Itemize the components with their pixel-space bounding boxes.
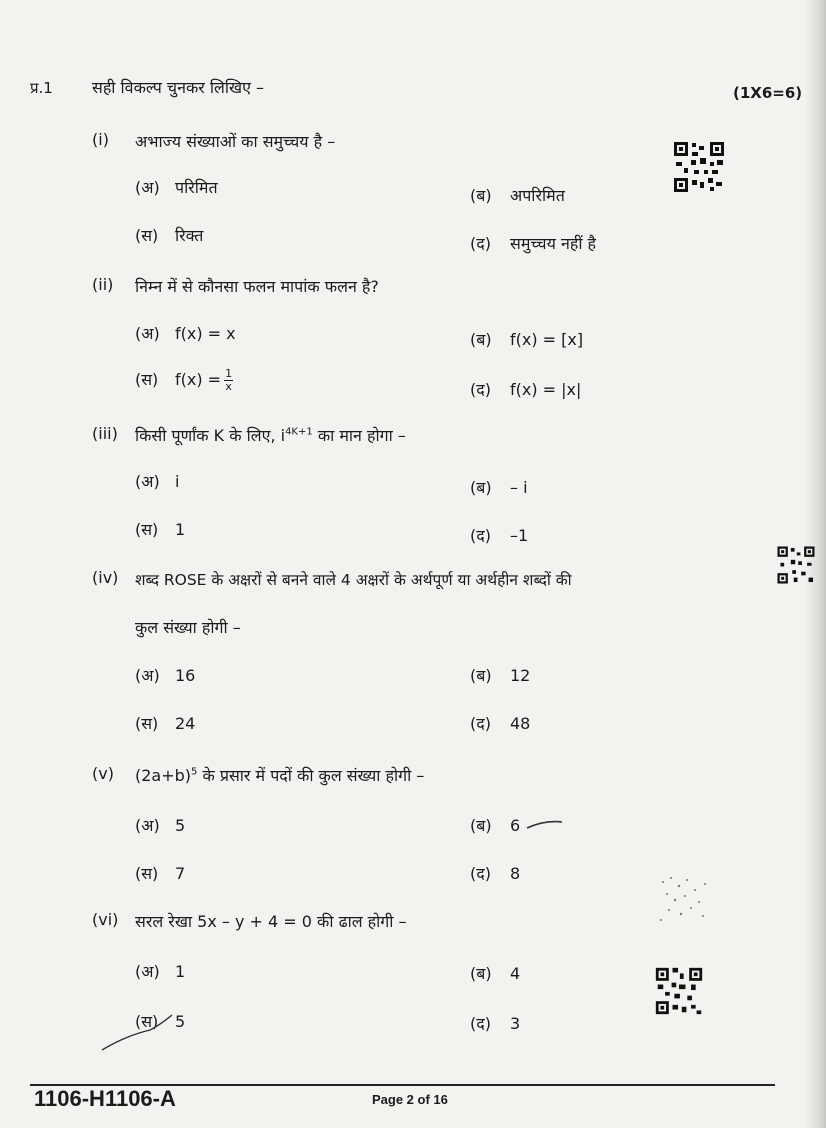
option-text: 4 xyxy=(510,964,521,983)
page-number: Page 2 of 16 xyxy=(372,1092,448,1107)
option-label: (स) xyxy=(135,520,159,539)
instruction-text: सही विकल्प चुनकर लिखिए – xyxy=(92,78,265,97)
option-label: (ब) xyxy=(470,330,492,349)
option-text: समुच्चय नहीं है xyxy=(510,234,597,253)
question-6-text: सरल रेखा 5x – y + 4 = 0 की ढाल होगी – xyxy=(135,912,407,931)
option-text: 8 xyxy=(510,864,521,883)
option-text: i xyxy=(175,472,180,491)
option-label: (अ) xyxy=(135,324,160,343)
option-label: (अ) xyxy=(135,178,160,197)
option-label: (ब) xyxy=(470,964,492,983)
option-text: –1 xyxy=(510,526,529,545)
question-1-text: अभाज्य संख्याओं का समुच्चय है – xyxy=(135,132,336,151)
question-number: प्र.1 xyxy=(30,79,53,97)
q3-superscript: 4K+1 xyxy=(285,426,313,438)
q3-text-after: का मान होगा – xyxy=(312,426,406,445)
option-text: 16 xyxy=(175,666,196,685)
option-label: (स) xyxy=(135,226,159,245)
question-2-number: (ii) xyxy=(92,275,114,294)
qr-code-icon xyxy=(672,140,726,194)
option-label: (स) xyxy=(135,1012,159,1031)
paper-code: 1106-H1106-A xyxy=(34,1086,176,1111)
option-text: रिक्त xyxy=(175,226,204,245)
qr-code-icon xyxy=(654,966,704,1016)
option-label: (द) xyxy=(470,380,491,399)
option-label: (द) xyxy=(470,864,491,883)
option-text: 7 xyxy=(175,864,186,883)
option-text: f(x) = |x| xyxy=(510,380,582,399)
option-label: (द) xyxy=(470,234,491,253)
question-2-text: निम्न में से कौनसा फलन मापांक फलन है? xyxy=(135,277,379,296)
option-text: f(x) = x xyxy=(175,324,236,343)
question-6-number: (vi) xyxy=(92,910,119,929)
option-text: अपरिमित xyxy=(510,186,565,205)
q5-text-before: (2a+b) xyxy=(135,766,192,785)
option-label: (द) xyxy=(470,1014,491,1033)
fraction-denominator: x xyxy=(225,380,232,393)
question-3-number: (iii) xyxy=(92,424,118,443)
option-text: f(x) = xyxy=(175,370,222,389)
option-text: – i xyxy=(510,478,528,497)
option-text: परिमित xyxy=(175,178,218,197)
option-text: 5 xyxy=(175,816,186,835)
tick-mark-q5 xyxy=(527,822,562,828)
option-label: (ब) xyxy=(470,478,492,497)
option-label: (स) xyxy=(135,370,159,389)
question-5-number: (v) xyxy=(92,764,114,783)
option-label: (द) xyxy=(470,714,491,733)
q3-text-before: किसी पूर्णांक K के लिए, i xyxy=(135,426,286,445)
option-label: (ब) xyxy=(470,666,492,685)
q5-superscript: 5 xyxy=(191,766,198,778)
scan-edge-shadow xyxy=(804,0,826,1128)
fraction-numerator: 1 xyxy=(225,367,233,380)
option-label: (अ) xyxy=(135,962,160,981)
option-text: f(x) = [x] xyxy=(510,330,584,349)
option-label: (स) xyxy=(135,864,159,883)
option-label: (स) xyxy=(135,714,159,733)
pen-stroke-q6 xyxy=(102,1015,172,1050)
scan-noise xyxy=(655,872,715,928)
question-4-number: (iv) xyxy=(92,568,119,587)
option-text: 48 xyxy=(510,714,531,733)
question-4-text: शब्द ROSE के अक्षरों से बनने वाले 4 अक्षरों के अर्थपूर्ण या अर्थहीन शब्दों की xyxy=(135,571,572,589)
option-label: (अ) xyxy=(135,472,160,491)
option-label: (द) xyxy=(470,526,491,545)
question-4-text-line2: कुल संख्या होगी – xyxy=(135,618,241,637)
option-label: (अ) xyxy=(135,816,160,835)
option-label: (ब) xyxy=(470,816,492,835)
option-text: 24 xyxy=(175,714,196,733)
option-text: 5 xyxy=(175,1012,186,1031)
marks-label: (1X6=6) xyxy=(733,84,803,102)
question-1-number: (i) xyxy=(92,130,109,149)
option-text: 3 xyxy=(510,1014,521,1033)
option-text: 1 xyxy=(175,520,186,539)
option-text: 1 xyxy=(175,962,186,981)
option-text: 12 xyxy=(510,666,531,685)
option-label: (अ) xyxy=(135,666,160,685)
q5-text-after: के प्रसार में पदों की कुल संख्या होगी – xyxy=(197,766,425,785)
option-label: (ब) xyxy=(470,186,492,205)
option-text: 6 xyxy=(510,816,521,835)
